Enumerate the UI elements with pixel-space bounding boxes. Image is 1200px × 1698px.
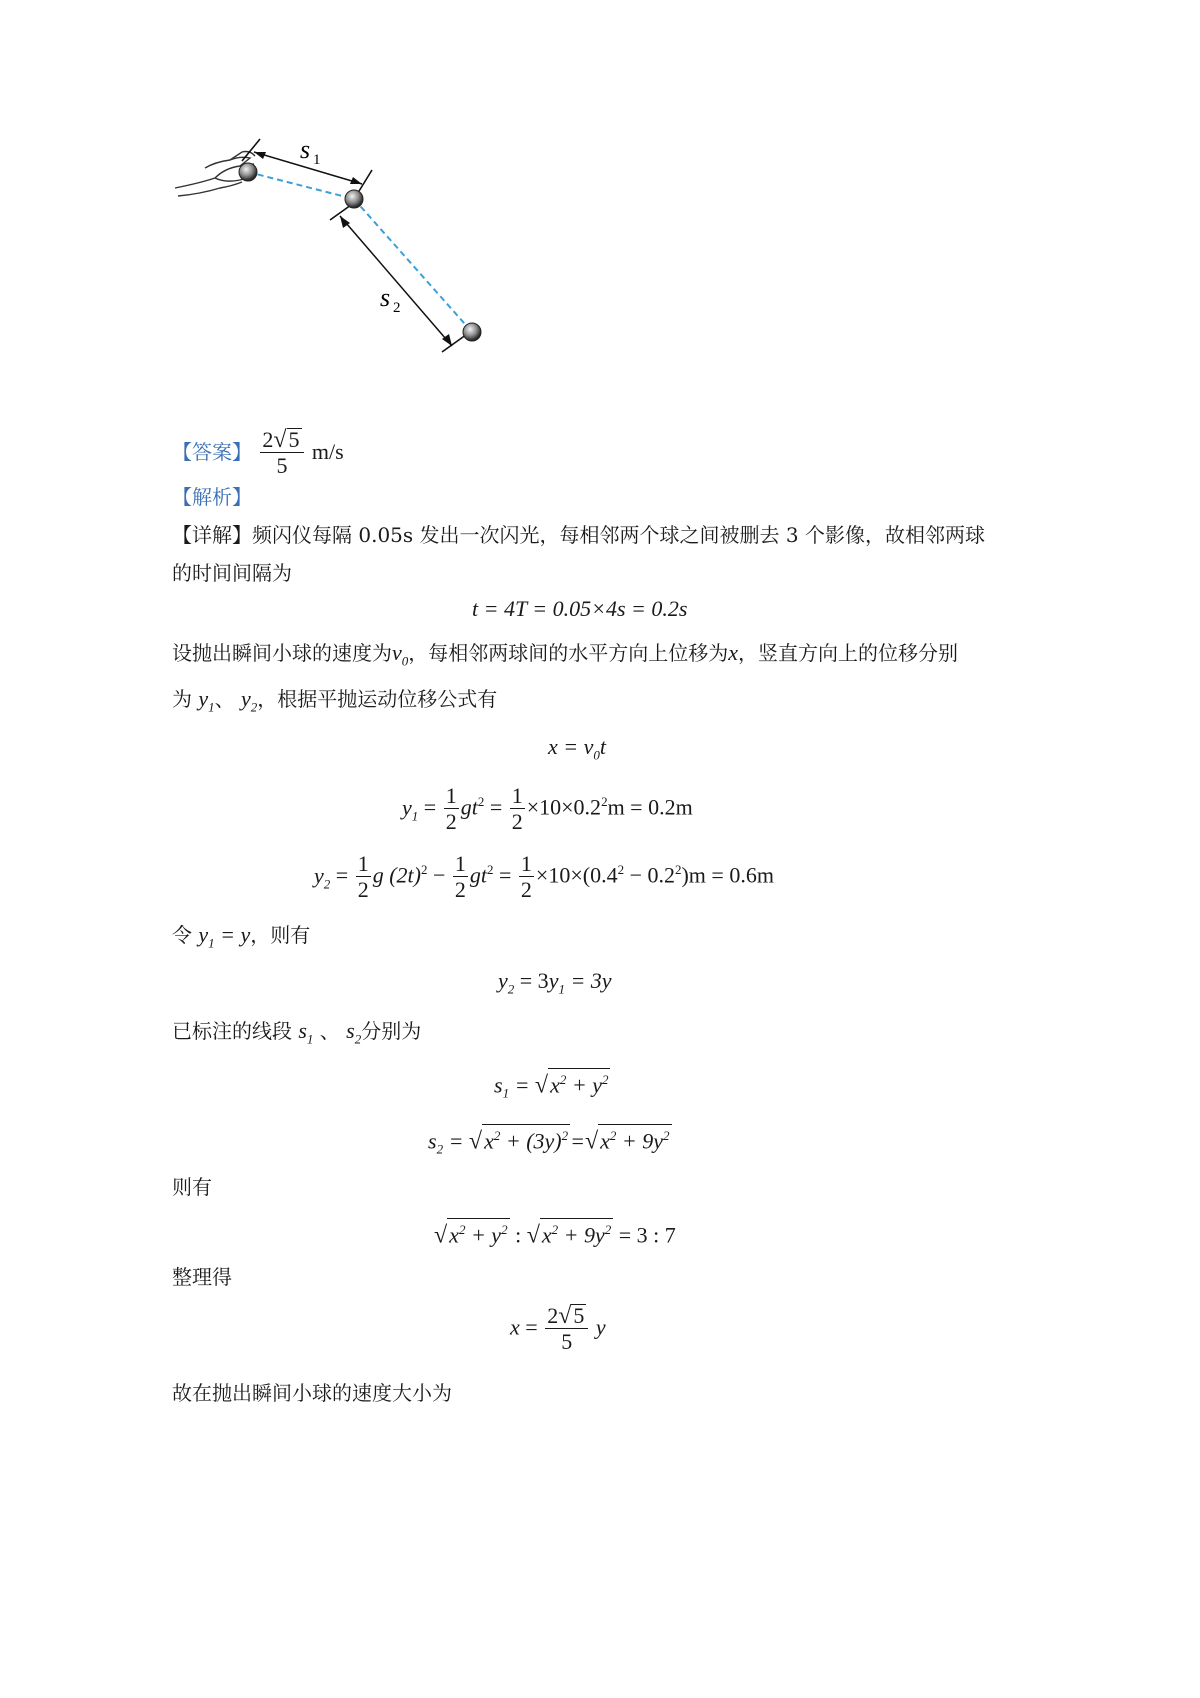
para3: 令 $y_1 = y$，则有 (172, 922, 311, 951)
answer-fraction: $\frac{2√5}{5}$ (260, 428, 303, 479)
answer-unit: m/s (311, 439, 344, 464)
detail-line1: 【详解】频闪仪每隔 0.05s 发出一次闪光，每相邻两个球之间被删去 3 个影像，故相邻两球 (172, 523, 985, 547)
equation-y2-3y: $y_2 = 3y_1 = 3y$ (498, 968, 612, 997)
equation-y1: $y_1$ = $\frac{1}{2}$ $gt^2$ = $\frac{1}{2}$ $\times 10\times 0.2^2m = 0.2m$ (402, 783, 693, 834)
equation-ratio: $√x^2 + y^2$ : $√x^2 + 9y^2 = 3$ : 7 (434, 1218, 676, 1249)
ball-2 (345, 190, 363, 208)
projectile-figure (170, 128, 510, 398)
dashed-line-1 (248, 172, 354, 199)
label-s2-sub: 2 (393, 300, 401, 316)
detail-tag: 【详解】 (172, 523, 252, 547)
analysis-tag: 【解析】 (172, 485, 252, 509)
para5: 则有 (172, 1175, 212, 1199)
para4: 已标注的线段 $s_1$ 、 $s_2$分别为 (172, 1018, 422, 1047)
ball-3 (463, 323, 481, 341)
dashed-line-2 (354, 199, 472, 332)
equation-y2: $y_2$ = $\frac{1}{2}$ g $(2t)^2$ − $\frac{1}{2}$ $gt^2$ = $\frac{1}{2}$ $\times 10\times(0.4^2 - 0.2^2)m = 0.6m$ (314, 851, 774, 902)
label-s1-sub: 1 (313, 152, 321, 168)
equation-x-result: x = $\frac{2√5}{5}$ y (510, 1303, 606, 1354)
equation-s2: $s_2 = √x^2 + (3y)^2=√x^2 + 9y^2$ (428, 1124, 672, 1158)
answer-line (172, 428, 344, 479)
para2-line2: 为 $y_1$、 $y_2$，根据平抛运动位移公式有 (172, 686, 498, 715)
detail-line2: 的时间间隔为 (172, 561, 292, 585)
para2-line1: 设抛出瞬间小球的速度为$v_0$，每相邻两球间的水平方向上位移为x，竖直方向上的位移分别 (172, 640, 959, 669)
arrow-s2 (340, 216, 452, 346)
ball-1 (239, 163, 257, 181)
para7: 故在抛出瞬间小球的速度大小为 (172, 1381, 452, 1405)
label-s1: s (300, 135, 311, 164)
equation-x: $x = v_0t$ (548, 734, 606, 763)
label-s2: s (380, 283, 391, 312)
equation-time: t = 4T = 0.05×4s = 0.2s (472, 596, 688, 621)
equation-s1: $s_1 = √x^2 + y^2$ (494, 1068, 610, 1102)
para6: 整理得 (172, 1265, 232, 1289)
answer-tag: 【答案】 (172, 440, 252, 464)
